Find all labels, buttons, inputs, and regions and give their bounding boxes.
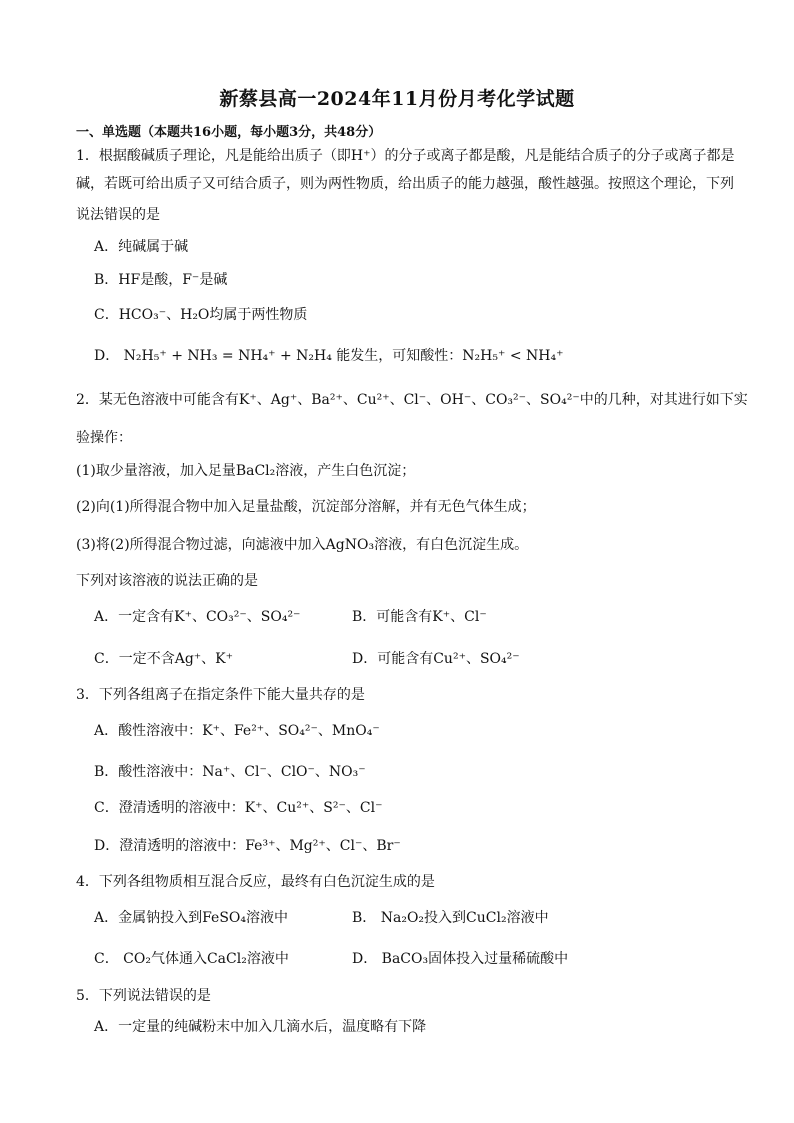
section-heading: 一、单选题（本题共16小题，每小题3分，共48分）	[76, 125, 382, 140]
q2-option-b: B．可能含有K⁺、Cl⁻	[352, 609, 487, 625]
q2-line-2: 验操作：	[76, 430, 132, 446]
q4-option-a: A．金属钠投入到FeSO₄溶液中	[94, 910, 289, 926]
q3-option-d: D．澄清透明的溶液中：Fe³⁺、Mg²⁺、Cl⁻、Br⁻	[94, 838, 401, 854]
q5-option-a: A．一定量的纯碱粉末中加入几滴水后，温度略有下降	[94, 1019, 427, 1035]
q2-option-a: A．一定含有K⁺、CO₃²⁻、SO₄²⁻	[94, 609, 301, 625]
q2-option-c: C．一定不含Ag⁺、K⁺	[94, 651, 234, 667]
q2-step-3: (3)将(2)所得混合物过滤，向滤液中加入AgNO₃溶液，有白色沉淀生成。	[76, 537, 529, 553]
q2-step-2: (2)向(1)所得混合物中加入足量盐酸，沉淀部分溶解，并有无色气体生成；	[76, 499, 536, 515]
q3-stem: 3．下列各组离子在指定条件下能大量共存的是	[76, 687, 365, 703]
q4-stem: 4．下列各组物质相互混合反应，最终有白色沉淀生成的是	[76, 874, 435, 890]
q3-option-a: A．酸性溶液中：K⁺、Fe²⁺、SO₄²⁻、MnO₄⁻	[94, 723, 380, 739]
q4-option-c: C． CO₂气体通入CaCl₂溶液中	[94, 951, 289, 967]
q2-stem: 下列对该溶液的说法正确的是	[76, 573, 258, 589]
q2-step-1: (1)取少量溶液，加入足量BaCl₂溶液，产生白色沉淀；	[76, 463, 416, 479]
q2-option-d: D．可能含有Cu²⁺、SO₄²⁻	[352, 651, 520, 667]
q1-option-a: A．纯碱属于碱	[94, 239, 189, 255]
q1-line-2: 碱，若既可给出质子又可结合质子，则为两性物质，给出质子的能力越强，酸性越强。按照这个理论，下列	[76, 176, 734, 192]
page-title: 新蔡县高一2024年11月份月考化学试题	[219, 88, 575, 110]
q1-line-3: 说法错误的是	[76, 207, 160, 223]
q1-line-1: 1．根据酸碱质子理论，凡是能给出质子（即H⁺）的分子或离子都是酸，凡是能结合质子的分子或离子都是	[76, 148, 735, 164]
q1-option-d: D． N₂H₅⁺ + NH₃ = NH₄⁺ + N₂H₄ 能发生，可知酸性：N₂H₅⁺ < NH₄⁺	[94, 348, 564, 364]
q3-option-b: B．酸性溶液中：Na⁺、Cl⁻、ClO⁻、NO₃⁻	[94, 764, 366, 780]
q3-option-c: C．澄清透明的溶液中：K⁺、Cu²⁺、S²⁻、Cl⁻	[94, 800, 383, 816]
q1-option-b: B．HF是酸，F⁻是碱	[94, 272, 228, 288]
q4-option-b: B． Na₂O₂投入到CuCl₂溶液中	[352, 910, 549, 926]
q4-option-d: D． BaCO₃固体投入过量稀硫酸中	[352, 951, 569, 967]
q2-line-1: 2．某无色溶液中可能含有K⁺、Ag⁺、Ba²⁺、Cu²⁺、Cl⁻、OH⁻、CO₃²⁻、SO₄²⁻中的几种，对其进行如下实	[76, 392, 748, 408]
q1-option-c: C．HCO₃⁻、H₂O均属于两性物质	[94, 307, 308, 323]
q5-stem: 5．下列说法错误的是	[76, 988, 211, 1004]
